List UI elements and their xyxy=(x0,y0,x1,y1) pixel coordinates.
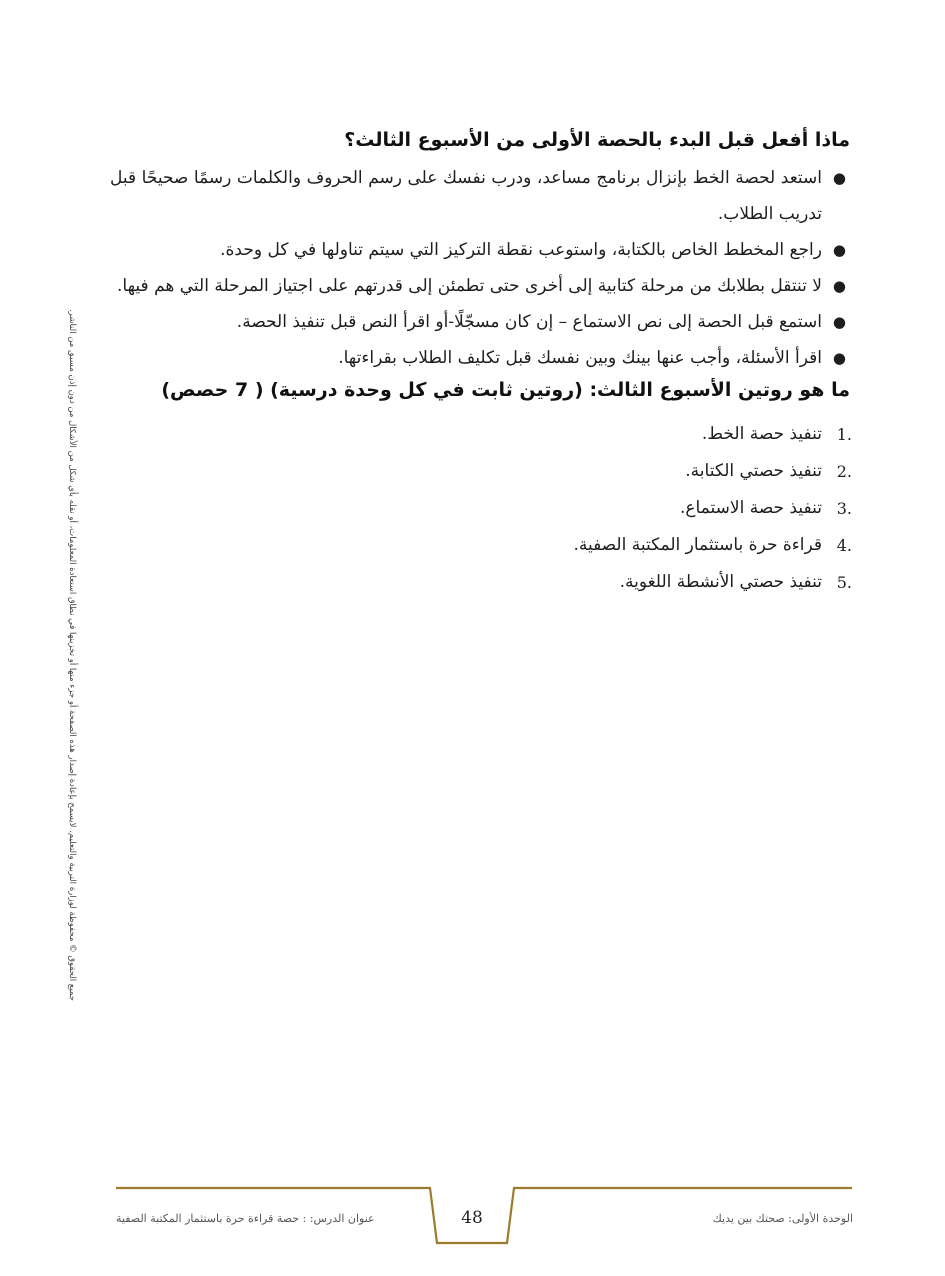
section-heading-week-routine: ما هو روتين الأسبوع الثالث: (روتين ثابت في كل وحدة درسية) ( 7 حصص) xyxy=(161,379,850,401)
bullet-dot-icon: ● xyxy=(832,277,846,295)
list-item-text: تنفيذ حصة الاستماع. xyxy=(679,498,822,518)
bullet-dot-icon: ● xyxy=(832,169,846,187)
bullet-dot-icon: ● xyxy=(832,313,846,331)
section-heading-before-first-lesson: ماذا أفعل قبل البدء بالحصة الأولى من الأسبوع الثالث؟ xyxy=(344,129,850,151)
footer-unit-title: الوحدة الأولى: صحتك بين يديك xyxy=(712,1212,853,1225)
bullet-dot-icon: ● xyxy=(832,241,846,259)
page-number: 48 xyxy=(461,1208,483,1228)
list-item-number: 1. xyxy=(836,425,852,444)
footer-lesson-title: عنوان الدرس: : حصة قراءة حرة باستثمار المكتبة الصفية xyxy=(116,1212,375,1225)
bullet-text: لا تنتقل بطلابك من مرحلة كتابية إلى أخرى حتى تطمئن إلى قدرتهم على اجتياز المرحلة التي هم فيها. xyxy=(117,276,822,296)
bullet-text: استمع قبل الحصة إلى نص الاستماع – إن كان مسجّلًا-أو اقرأ النص قبل تنفيذ الحصة. xyxy=(236,312,822,332)
list-item-number: 2. xyxy=(836,462,852,481)
list-item-text: تنفيذ حصتي الكتابة. xyxy=(685,461,822,481)
bullet-text: استعد لحصة الخط بإنزال برنامج مساعد، ودرب نفسك على رسم الحروف والكلمات رسمًا صحيحًا قبل تدريب الطلاب. xyxy=(110,168,822,224)
copyright-side-note: جميع الحقوق © محفوظة لوزارة التربية والتعليم. لايسمح بإعادة إصدار هذه الصفحة أو جزء منها أو تخزينها في نطاق استعادة المعلومات، أو نقله بأي شكل من الأشكال من دون إذن مسبق من الناشر. xyxy=(67,308,77,1002)
list-item-number: 4. xyxy=(836,536,852,555)
list-item-text: تنفيذ حصة الخط. xyxy=(701,424,822,444)
list-item-number: 3. xyxy=(836,499,852,518)
list-item-text: قراءة حرة باستثمار المكتبة الصفية. xyxy=(573,535,822,555)
bullet-text: راجع المخطط الخاص بالكتابة، واستوعب نقطة التركيز التي سيتم تناولها في كل وحدة. xyxy=(220,240,822,260)
bullet-text: اقرأ الأسئلة، وأجب عنها بينك وبين نفسك قبل تكليف الطلاب بقراءتها. xyxy=(338,348,822,368)
list-item-text: تنفيذ حصتي الأنشطة اللغوية. xyxy=(619,572,822,592)
list-item-number: 5. xyxy=(836,573,852,592)
bullet-dot-icon: ● xyxy=(832,349,846,367)
